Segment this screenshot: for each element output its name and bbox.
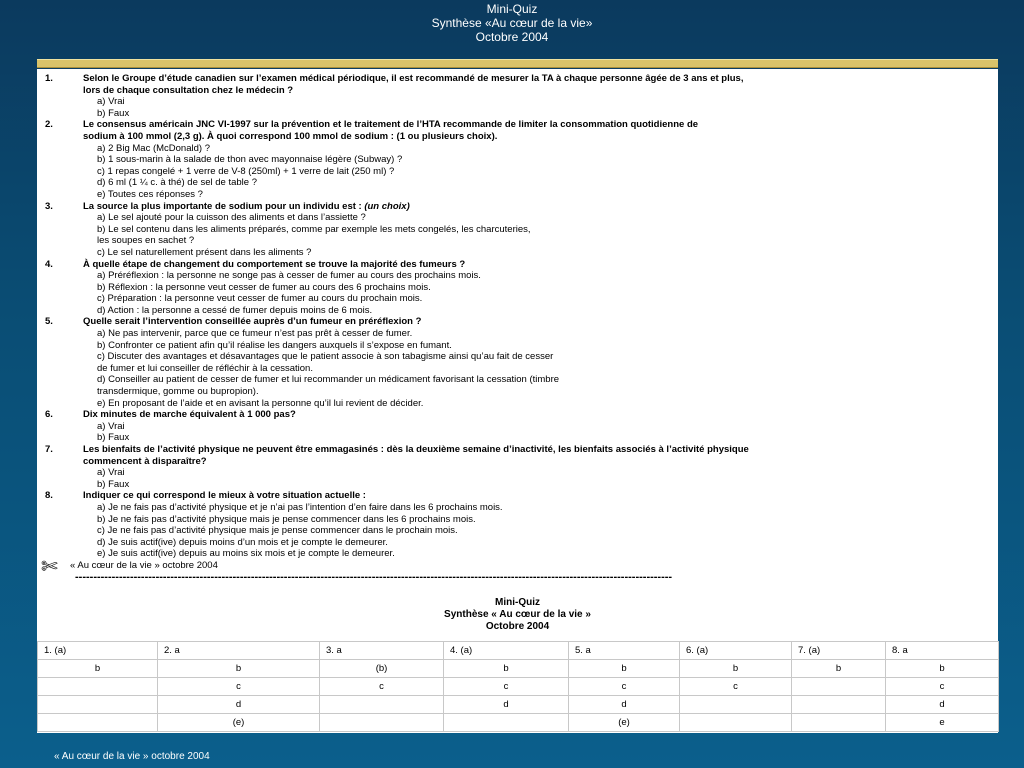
table-cell: e [886,714,999,732]
answer-title-line-2: Synthèse « Au cœur de la vie » [444,609,591,620]
table-cell: b [569,660,680,678]
table-cell: 2. a [158,642,320,660]
table-cell: b [792,660,886,678]
question-number: 1. [45,73,53,84]
table-cell: 4. (a) [444,642,569,660]
answer-option: d) 6 ml (1 ¼ c. à thé) de sel de table ? [97,177,258,189]
answer-option: a) Vrai [97,467,125,479]
question-number: 6. [45,409,53,421]
question-2 [37,119,998,142]
question-text: Le consensus américain JNC VI-1997 sur la prévention et le traitement de l’HTA recommande de limiter la consommation quotidienne de sodium à 100 mmol (2,3 g). À quoi correspond 100 mmol de sodium : (1 ou plusieurs choix). [83,119,699,142]
question-number: 4. [45,258,53,270]
table-cell: d [444,696,569,714]
footer-text: « Au cœur de la vie » octobre 2004 [70,559,218,571]
answer-option: e) Je suis actif(ive) depuis au moins six mois et je compte le demeurer. [97,548,395,560]
table-cell: d [569,696,680,714]
table-cell: 5. a [569,642,680,660]
table-cell [320,714,444,732]
answer-option: a) 2 Big Mac (McDonald) ? [97,142,210,154]
quiz-footer [37,555,998,578]
table-row [38,714,999,732]
question-number: 2. [45,119,53,131]
cut-line: ------------------------------------------------------------------------------------------------------------------------------------------------------------------- [75,571,673,582]
answer-option: b) Faux [97,107,130,119]
answer-option: d) Je suis actif(ive) depuis moins d’un mois et je compte le demeurer. [97,536,388,548]
answer-option: b) Faux [97,432,130,444]
answer-option: d) Action : la personne a cessé de fumer depuis moins de 6 mois. [97,304,373,316]
answer-option: c) Je ne fais pas d’activité physique mais je pense commencer dans le prochain mois. [97,525,458,537]
table-cell: 6. (a) [680,642,792,660]
title-line-2: Synthèse «Au cœur de la vie» [431,16,593,30]
table-cell: c [680,678,792,696]
answer-option: e) Toutes ces réponses ? [97,188,203,200]
table-cell [444,714,569,732]
table-cell [680,696,792,714]
question-6 [37,409,998,421]
table-cell: b [158,660,320,678]
answer-table [37,641,999,732]
table-cell [792,714,886,732]
table-row [38,642,999,660]
answer-title-line-3: Octobre 2004 [485,621,550,632]
table-cell: c [444,678,569,696]
table-row [38,660,999,678]
quiz-sheet [37,69,998,733]
answer-option: a) Je ne fais pas d’activité physique et je n’ai pas l’intention d’en faire dans les 6 prochains mois. [97,501,503,513]
answer-option: b) 1 sous-marin à la salade de thon avec mayonnaise légère (Subway) ? [97,154,403,166]
answer-option: c) Le sel naturellement présent dans les aliments ? [97,246,312,258]
table-cell: b [680,660,792,678]
answer-option: b) Le sel contenu dans les aliments préparés, comme par exemple les mets congelés, les charcuteries, les soupes en sachet ? [97,223,531,247]
table-cell [38,714,158,732]
question-number: 7. [45,444,53,455]
answer-option: b) Réflexion : la personne veut cesser de fumer au cours des 6 prochains mois. [97,281,431,293]
answer-option: e) En proposant de l’aide et en avisant la personne qu’il lui revient de décider. [97,397,424,409]
table-cell: 3. a [320,642,444,660]
table-cell: 7. (a) [792,642,886,660]
answer-option: c) Préparation : la personne veut cesser de fumer au cours du prochain mois. [97,293,423,305]
answer-option: a) Le sel ajouté pour la cuisson des aliments et dans l’assiette ? [97,212,366,224]
table-cell: (b) [320,660,444,678]
bottom-footer: « Au cœur de la vie » octobre 2004 [54,751,210,762]
question-number: 5. [45,316,53,328]
answer-option: b) Je ne fais pas d’activité physique mais je pense commencer dans les 6 prochains mois. [97,513,476,525]
question-8 [37,490,998,502]
question-number: 3. [45,200,53,212]
answer-option: c) 1 repas congelé + 1 verre de V-8 (250ml) + 1 verre de lait (250 ml) ? [97,165,395,177]
table-cell: (e) [569,714,680,732]
answer-option: a) Préréflexion : la personne ne songe pas à cesser de fumer au cours des prochains mois. [97,270,481,282]
table-cell: b [444,660,569,678]
table-cell: c [569,678,680,696]
table-cell: d [158,696,320,714]
gold-divider-bar [37,59,998,68]
question-4 [37,259,998,271]
question-5 [37,316,998,328]
table-cell [680,714,792,732]
table-cell: b [38,660,158,678]
table-row [38,696,999,714]
question-text: La source la plus importante de sodium pour un individu est : (un choix) [83,200,410,212]
answer-option: c) Discuter des avantages et désavantages que le patient associe à son tabagisme ainsi qu’au fait de cesser de fumer et lui conseiller de réfléchir à la cessation. [97,351,554,374]
title-line-1: Mini-Quiz [486,2,538,16]
scissors-icon: ✄ [41,555,58,578]
question-7 [37,444,998,467]
question-text: À quelle étape de changement du comportement se trouve la majorité des fumeurs ? [83,258,466,270]
question-text: Quelle serait l’intervention conseillée auprès d’un fumeur en préréflexion ? [83,316,422,328]
table-cell [320,696,444,714]
table-cell [38,696,158,714]
title-line-3: Octobre 2004 [475,30,549,44]
table-cell: 1. (a) [38,642,158,660]
question-1 [37,73,998,96]
table-cell: (e) [158,714,320,732]
table-cell: 8. a [886,642,999,660]
answer-option: b) Confronter ce patient afin qu’il réalise les dangers auxquels il s’expose en fumant. [97,339,452,351]
answer-option: a) Ne pas intervenir, parce que ce fumeur n’est pas prêt à cesser de fumer. [97,328,413,340]
question-text: Indiquer ce qui correspond le mieux à votre situation actuelle : [83,490,366,502]
answer-option: b) Faux [97,478,130,490]
question-number: 8. [45,490,53,502]
quiz-questions [37,73,998,582]
table-cell [792,678,886,696]
question-text: Dix minutes de marche équivalent à 1 000 pas? [83,409,296,421]
question-3 [37,201,998,213]
answer-title-line-1: Mini-Quiz [495,597,540,608]
question-text: Les bienfaits de l’activité physique ne peuvent être emmagasinés : dès la deuxième semaine d’inactivité, les bienfaits associés à l’activité physique commencent à disparaître? [83,444,749,467]
table-cell [38,678,158,696]
table-row [38,678,999,696]
table-cell [792,696,886,714]
table-cell: c [886,678,999,696]
table-cell: c [320,678,444,696]
question-text: Selon le Groupe d’étude canadien sur l’examen médical périodique, il est recommandé de mesurer la TA à chaque personne âgée de 3 ans et plus, lors de chaque consultation chez le médecin ? [83,73,744,96]
table-cell: b [886,660,999,678]
question-text-italic: (un choix) [361,200,410,212]
answer-option: a) Vrai [97,420,125,432]
slide-title [0,2,1024,44]
table-cell: c [158,678,320,696]
answer-option: d) Conseiller au patient de cesser de fumer et lui recommander un médicament favorisant la cessation (timbre transdermique, gomme ou bupropion). [97,374,560,398]
table-cell: d [886,696,999,714]
answer-option: a) Vrai [97,96,125,108]
answer-key-title [37,597,998,633]
